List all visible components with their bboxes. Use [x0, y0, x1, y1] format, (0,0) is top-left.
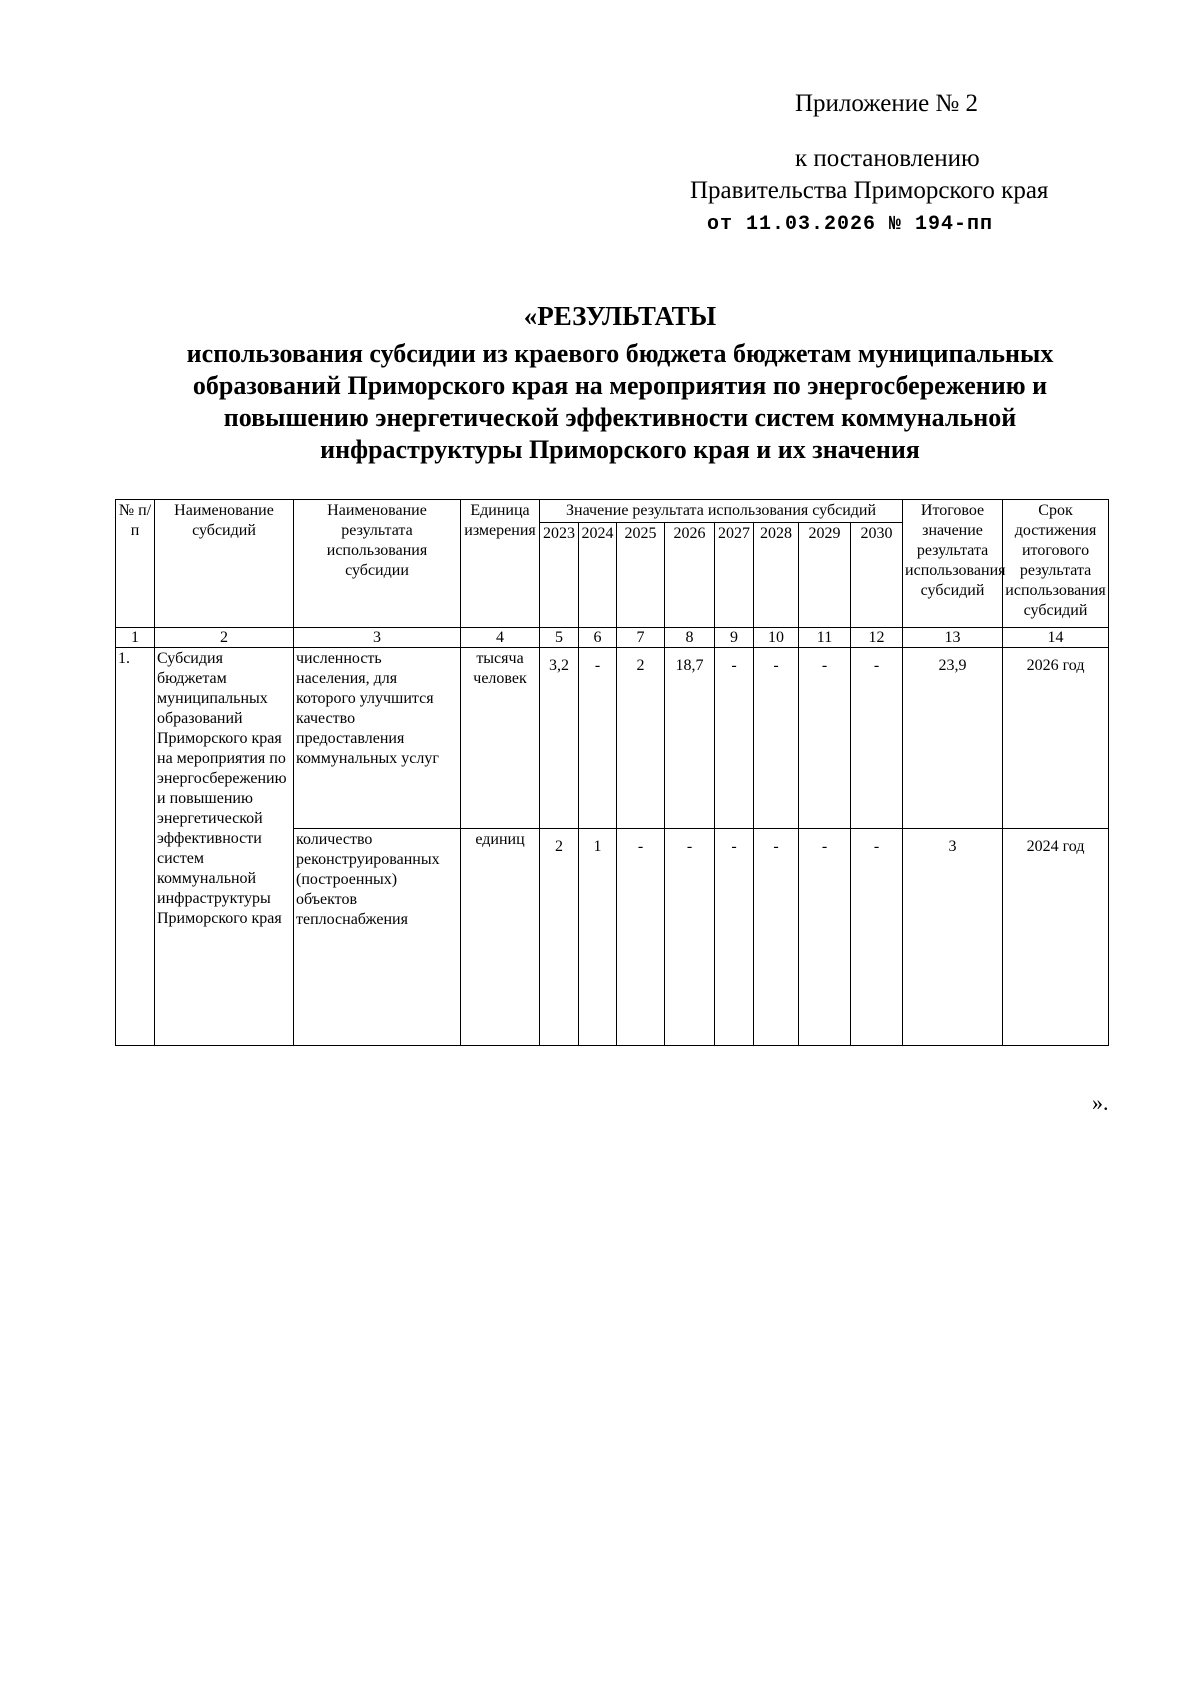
decree-date-number: от 11.03.2026 № 194-пп — [707, 213, 994, 236]
results-table — [115, 499, 1109, 1046]
header-year: 2027 — [715, 523, 754, 628]
column-numbers-row — [116, 628, 1109, 648]
result-name: численность населения, для которого улучшится качество предоставления коммунальных услуг — [294, 648, 461, 829]
column-number: 4 — [461, 628, 540, 648]
value-2030: - — [851, 829, 903, 1046]
value-2026: - — [665, 829, 715, 1046]
title-line-1: «РЕЗУЛЬТАТЫ — [523, 301, 717, 331]
header-total: Итоговое значение результата использования субсидий — [903, 500, 1003, 628]
total-value: 23,9 — [903, 648, 1003, 829]
value-2027: - — [715, 829, 754, 1046]
result-name: количество реконструированных (построенных) объектов теплоснабжения — [294, 829, 461, 1046]
value-2025: - — [617, 829, 665, 1046]
header-num: № п/п — [116, 500, 155, 628]
header-year: 2029 — [799, 523, 851, 628]
column-number: 8 — [665, 628, 715, 648]
column-number: 3 — [294, 628, 461, 648]
value-2028: - — [754, 648, 799, 829]
value-2030: - — [851, 648, 903, 829]
column-number: 11 — [799, 628, 851, 648]
unit: тысяча человек — [461, 648, 540, 829]
column-number: 9 — [715, 628, 754, 648]
header-year: 2024 — [579, 523, 617, 628]
subsidy-name: Субсидия бюджетам муниципальных образований Приморского края на мероприятия по энергосбережению и повышению энергетической эффективности систем коммунальной инфраструктуры Приморского края — [155, 648, 294, 1046]
value-2023: 2 — [540, 829, 579, 1046]
header-year: 2026 — [665, 523, 715, 628]
value-2024: - — [579, 648, 617, 829]
government-name: Правительства Приморского края — [690, 177, 1049, 204]
title-line-2: использования субсидии из краевого бюджета бюджетам муниципальных образований Приморского края на мероприятия по энергосбережению и повышению энергетической эффективности систем коммунальной инфраструктуры Приморского края и их значения — [186, 339, 1054, 464]
column-number: 1 — [116, 628, 155, 648]
column-number: 12 — [851, 628, 903, 648]
unit: единиц — [461, 829, 540, 1046]
header-year: 2025 — [617, 523, 665, 628]
value-2027: - — [715, 648, 754, 829]
value-2024: 1 — [579, 829, 617, 1046]
appendix-label: Приложение № 2 — [795, 90, 979, 117]
header-year: 2028 — [754, 523, 799, 628]
value-2028: - — [754, 829, 799, 1046]
header-year: 2030 — [851, 523, 903, 628]
column-number: 2 — [155, 628, 294, 648]
header-deadline: Срок достижения итогового результата использования субсидий — [1003, 500, 1109, 628]
value-2029: - — [799, 829, 851, 1046]
document-title — [120, 300, 1120, 466]
total-value: 3 — [903, 829, 1003, 1046]
deadline: 2024 год — [1003, 829, 1109, 1046]
column-number: 13 — [903, 628, 1003, 648]
value-2029: - — [799, 648, 851, 829]
value-2025: 2 — [617, 648, 665, 829]
column-number: 14 — [1003, 628, 1109, 648]
row-number: 1. — [116, 648, 155, 1046]
header-row — [116, 500, 1109, 523]
column-number: 10 — [754, 628, 799, 648]
header-values-group: Значение результата использования субсидий — [540, 500, 903, 523]
column-number: 7 — [617, 628, 665, 648]
header-year: 2023 — [540, 523, 579, 628]
column-number: 6 — [579, 628, 617, 648]
value-2023: 3,2 — [540, 648, 579, 829]
decree-reference: к постановлению — [795, 145, 980, 172]
closing-quote: ». — [1092, 1090, 1109, 1115]
header-result-name: Наименование результата использования субсидии — [294, 500, 461, 628]
value-2026: 18,7 — [665, 648, 715, 829]
table-row — [116, 648, 1109, 829]
header-unit: Единица измерения — [461, 500, 540, 628]
header-subsidy-name: Наименование субсидий — [155, 500, 294, 628]
column-number: 5 — [540, 628, 579, 648]
deadline: 2026 год — [1003, 648, 1109, 829]
